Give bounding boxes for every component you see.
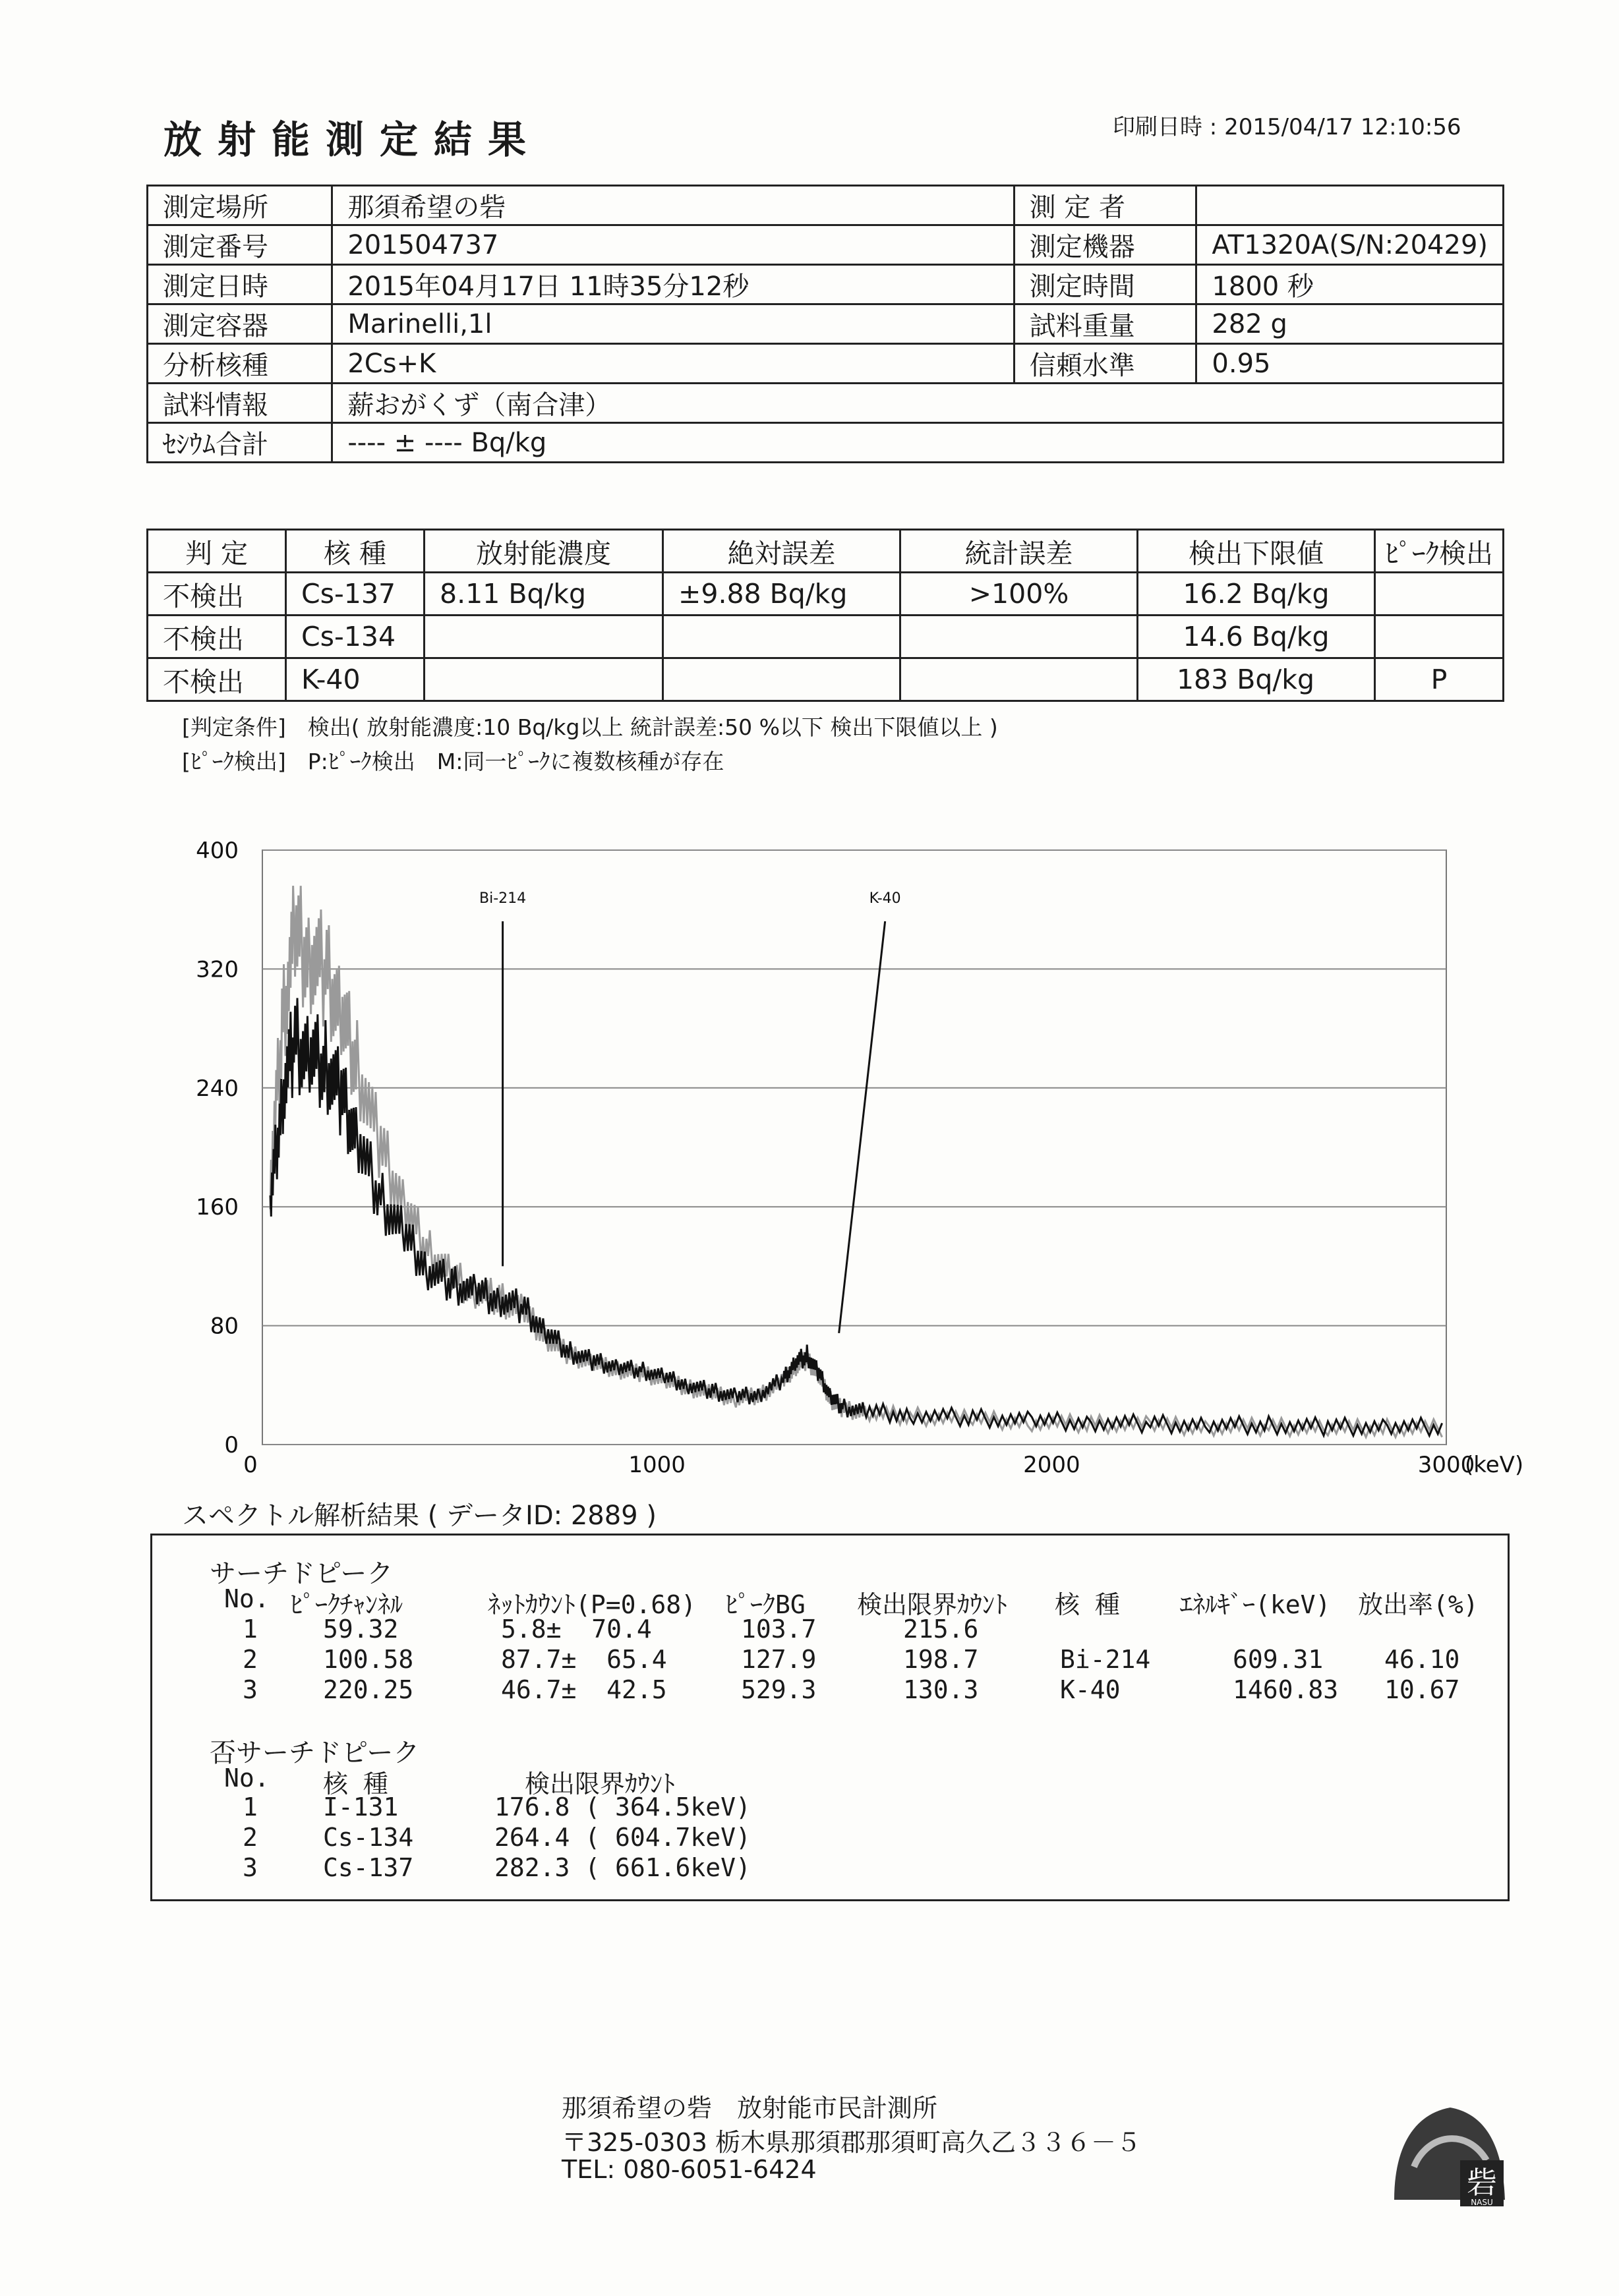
y-tick-label: 160 (196, 1194, 239, 1221)
nonsearch-row-cell: I-131 (323, 1793, 399, 1822)
nonsearch-row-cell: 1 (243, 1793, 258, 1822)
header-cell: 判 定 (148, 530, 286, 573)
search-row-cell: 215.6 (903, 1615, 979, 1644)
cesium-total-value: ---- ± ---- Bq/kg (332, 423, 1504, 463)
search-row-cell: 46.7± 42.5 (501, 1675, 667, 1704)
search-row-cell: 198.7 (903, 1645, 979, 1674)
plot-area (262, 850, 1446, 1445)
spectrum-series-line (270, 998, 1442, 1435)
info-label: 測 定 者 (1014, 186, 1196, 225)
nuclide-cell: K-40 (286, 658, 425, 701)
info-label: 測定場所 (148, 186, 332, 225)
info-label: 測定機器 (1014, 225, 1196, 265)
header-cell: 核 種 (286, 530, 425, 573)
logo-text: 砦 (1467, 2165, 1497, 2200)
info-value: 1800 秒 (1196, 265, 1504, 304)
nonsearch-header-cell: 検出限界ｶｳﾝﾄ (525, 1769, 676, 1798)
info-label: 測定時間 (1014, 265, 1196, 304)
search-header-cell: No. (224, 1584, 270, 1613)
org-logo (1388, 2088, 1513, 2213)
x-tick-label: 2000 (1023, 1452, 1080, 1478)
detection-limit-cell: 183 Bq/kg (1138, 658, 1375, 701)
footer-org: 那須希望の砦 放射能市民計測所 (562, 2094, 938, 2123)
page-title: 放射能測定結果 (163, 117, 543, 162)
search-peak-title: サーチドピーク (210, 1559, 394, 1589)
search-row-cell: 1460.83 (1233, 1675, 1339, 1704)
nonsearch-row-cell: 176.8 ( 364.5keV) (494, 1793, 751, 1822)
y-tick-label: 0 (224, 1432, 239, 1458)
spectrum-title: スペクトル解析結果 ( データID: 2889 ) (182, 1501, 657, 1531)
nuclide-cell: Cs-137 (286, 573, 425, 616)
search-header-cell: 放出率(%) (1358, 1590, 1479, 1619)
info-label: 信頼水準 (1014, 344, 1196, 384)
nonsearch-row-cell: 264.4 ( 604.7keV) (494, 1823, 751, 1852)
detection-limit-cell: 16.2 Bq/kg (1138, 573, 1375, 616)
search-row-cell: 220.25 (323, 1675, 414, 1704)
nonsearch-row-cell: Cs-137 (323, 1853, 414, 1882)
y-tick-label: 80 (210, 1313, 239, 1340)
search-header-cell: ｴﾈﾙｷﾞｰ(keV) (1180, 1590, 1331, 1619)
nonsearch-header-cell: No. (224, 1764, 270, 1793)
y-tick-label: 400 (196, 838, 239, 864)
search-header-cell: 検出限界ｶｳﾝﾄ (857, 1590, 1008, 1619)
activity-cell: 8.11 Bq/kg (425, 573, 663, 616)
footer-address: 〒325-0303 栃木県那須郡那須町高久乙３３６－５ (562, 2128, 1142, 2157)
x-tick-label: 3000 (1417, 1452, 1475, 1478)
sample-info-label: 試料情報 (148, 384, 332, 423)
nonsearch-peak-title: 否サーチドピーク (210, 1738, 420, 1768)
stat-error-cell: >100% (900, 573, 1138, 616)
info-label: 試料重量 (1014, 304, 1196, 344)
x-tick-label: 1000 (628, 1452, 686, 1478)
header-cell: 絶対誤差 (663, 530, 900, 573)
peak-detection-note: [ﾋﾟｰｸ検出] P:ﾋﾟｰｸ検出 M:同一ﾋﾟｰｸに複数核種が存在 (182, 749, 724, 774)
search-header-cell: 核 種 (1055, 1590, 1120, 1619)
search-row-cell: 5.8± 70.4 (501, 1615, 652, 1644)
logo-sub: NASU (1471, 2198, 1493, 2207)
search-row-cell: 59.32 (323, 1615, 399, 1644)
info-value: 0.95 (1196, 344, 1504, 384)
info-value: AT1320A(S/N:20429) (1196, 225, 1504, 265)
peak-annotation-label: K-40 (869, 890, 901, 907)
nonsearch-row-cell: Cs-134 (323, 1823, 414, 1852)
info-value: 那須希望の砦 (332, 186, 1014, 225)
print-value: 2015/04/17 12:10:56 (1224, 114, 1461, 140)
search-row-cell: Bi-214 (1060, 1645, 1151, 1674)
judgement-condition: [判定条件] 検出( 放射能濃度:10 Bq/kg以上 統計誤差:50 %以下 検出下限値以上 ) (182, 714, 998, 740)
abs-error-cell: ±9.88 Bq/kg (663, 573, 900, 616)
header-cell: 検出下限値 (1138, 530, 1375, 573)
print-label: 印刷日時 : (1113, 114, 1218, 140)
info-value: Marinelli,1l (332, 304, 1014, 344)
nonsearch-row-cell: 2 (243, 1823, 258, 1852)
nonsearch-row-cell: 282.3 ( 661.6keV) (494, 1853, 751, 1882)
footer-tel: TEL: 080-6051-6424 (562, 2155, 817, 2184)
search-row-cell: 3 (243, 1675, 258, 1704)
info-label: 分析核種 (148, 344, 332, 384)
info-label: 測定番号 (148, 225, 332, 265)
search-row-cell: K-40 (1060, 1675, 1121, 1704)
header-cell: ﾋﾟｰｸ検出 (1375, 530, 1504, 573)
y-tick-label: 240 (196, 1075, 239, 1102)
search-row-cell: 529.3 (741, 1675, 817, 1704)
search-header-cell: ﾋﾟｰｸBG (725, 1590, 806, 1619)
judgement-cell: 不検出 (148, 658, 286, 701)
y-tick-label: 320 (196, 956, 239, 983)
search-row-cell: 103.7 (741, 1615, 817, 1644)
info-value: 2Cs+K (332, 344, 1014, 384)
info-value: 282 g (1196, 304, 1504, 344)
x-unit-label: (keV) (1465, 1452, 1524, 1478)
judgement-cell: 不検出 (148, 616, 286, 658)
peak-annotation-line (839, 921, 885, 1333)
detection-limit-cell: 14.6 Bq/kg (1138, 616, 1375, 658)
info-value: 2015年04月17日 11時35分12秒 (332, 265, 1014, 304)
search-header-cell: ﾋﾟｰｸﾁｬﾝﾈﾙ (290, 1590, 403, 1619)
judgement-cell: 不検出 (148, 573, 286, 616)
search-row-cell: 130.3 (903, 1675, 979, 1704)
search-row-cell: 1 (243, 1615, 258, 1644)
info-value: 201504737 (332, 225, 1014, 265)
sample-info-value: 薪おがくず（南合津） (332, 384, 1504, 423)
search-row-cell: 10.67 (1384, 1675, 1460, 1704)
nonsearch-row-cell: 3 (243, 1853, 258, 1882)
search-row-cell: 46.10 (1384, 1645, 1460, 1674)
search-row-cell: 100.58 (323, 1645, 414, 1674)
search-row-cell: 609.31 (1233, 1645, 1324, 1674)
x-tick-label: 0 (243, 1452, 258, 1478)
search-row-cell: 127.9 (741, 1645, 817, 1674)
peak-annotation-label: Bi-214 (479, 890, 527, 907)
search-row-cell: 87.7± 65.4 (501, 1645, 667, 1674)
header-cell: 放射能濃度 (425, 530, 663, 573)
peak-detect-cell: P (1375, 658, 1504, 701)
header-cell: 統計誤差 (900, 530, 1138, 573)
search-header-cell: ﾈｯﾄｶｳﾝﾄ(P=0.68) (488, 1590, 697, 1619)
cesium-total-label: ｾｼｳﾑ合計 (148, 423, 332, 463)
info-label: 測定日時 (148, 265, 332, 304)
info-label: 測定容器 (148, 304, 332, 344)
search-row-cell: 2 (243, 1645, 258, 1674)
nonsearch-header-cell: 核 種 (323, 1769, 388, 1798)
nuclide-cell: Cs-134 (286, 616, 425, 658)
